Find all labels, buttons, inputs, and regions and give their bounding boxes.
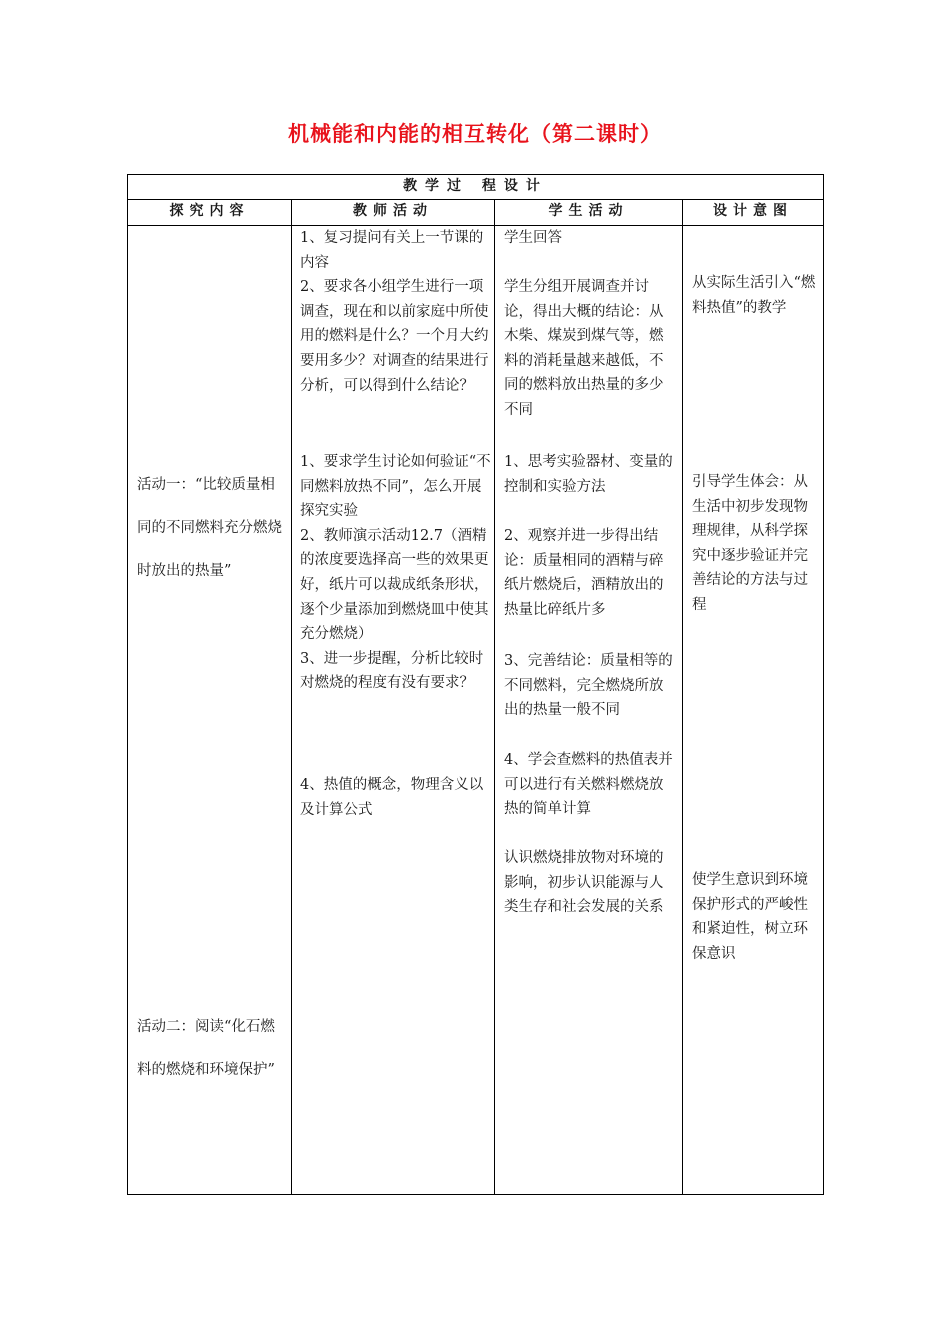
teacher-item: 4、热值的概念，物理含义以及计算公式 [300,777,484,818]
header-teacher-activity: 教师活动 [292,200,495,226]
teacher-item: 1、要求学生讨论如何验证“不同燃料放热不同”，怎么开展探究实验 [300,454,491,520]
lesson-design-table [127,174,824,1195]
header-design-intent: 设计意图 [683,200,824,226]
student-conclude: 3、完善结论：质量相等的不同燃料，完全燃烧所放出的热量一般不同 [504,653,673,719]
student-environment: 认识燃烧排放物对环境的影响，初步认识能源与人类生存和社会发展的关系 [504,850,664,916]
teacher-item: 2、教师演示活动12.7（酒精的浓度要选择高一些的效果更好，纸片可以裁成纸条形状，逐个少量添加到燃烧皿中使其充分燃烧） [300,527,489,643]
intent-one: 从实际生活引入“燃料热值”的教学 [692,275,816,316]
design-intent-cell [683,226,824,1195]
document-title: 机械能和内能的相互转化（第二课时） [288,122,662,146]
student-survey: 学生分组开展调查并讨论，得出大概的结论：从木柴、煤炭到煤气等，燃料的消耗量越来越低，不同的燃料放出热量的多少不同 [504,279,664,418]
activity-one: 活动一：“比较质量相同的不同燃料充分燃烧时放出的热量” [137,477,282,579]
intent-two: 引导学生体会：从生活中初步发现物理规律，从科学探究中逐步验证并完善结论的方法与过程 [692,474,808,613]
teacher-block-1 [300,226,492,398]
student-think: 1、思考实验器材、变量的控制和实验方法 [504,454,673,495]
header-inquiry-content: 探究内容 [128,200,292,226]
teacher-block-2 [300,450,492,696]
student-learn: 4、学会查燃料的热值表并可以进行有关燃料燃烧放热的简单计算 [504,752,673,818]
table-caption: 教学过 程设计 [128,175,824,200]
table-header-row [128,200,824,226]
student-answer: 学生回答 [504,230,562,246]
table-caption-row [128,175,824,200]
student-observe: 2、观察并进一步得出结论：质量相同的酒精与碎纸片燃烧后，酒精放出的热量比碎纸片多 [504,528,664,618]
student-activity-cell [495,226,683,1195]
intent-three: 使学生意识到环境保护形式的严峻性和紧迫性，树立环保意识 [692,872,808,962]
teacher-item: 3、进一步提醒，分析比较时对燃烧的程度有没有要求？ [300,650,484,692]
header-student-activity: 学生活动 [495,200,683,226]
teacher-block-3 [300,773,492,822]
teacher-activity-cell [292,226,495,1195]
teacher-item: 1、复习提问有关上一节课的内容 [300,230,484,271]
inquiry-content-cell [128,226,292,1195]
activity-two: 活动二：阅读“化石燃料的燃烧和环境保护” [137,1019,275,1078]
teacher-item: 2、要求各小组学生进行一项调查，现在和以前家庭中所使用的燃料是什么？一个月大约要用多少？对调查的结果进行分析，可以得到什么结论？ [300,279,489,394]
table-body-row [128,226,824,1195]
